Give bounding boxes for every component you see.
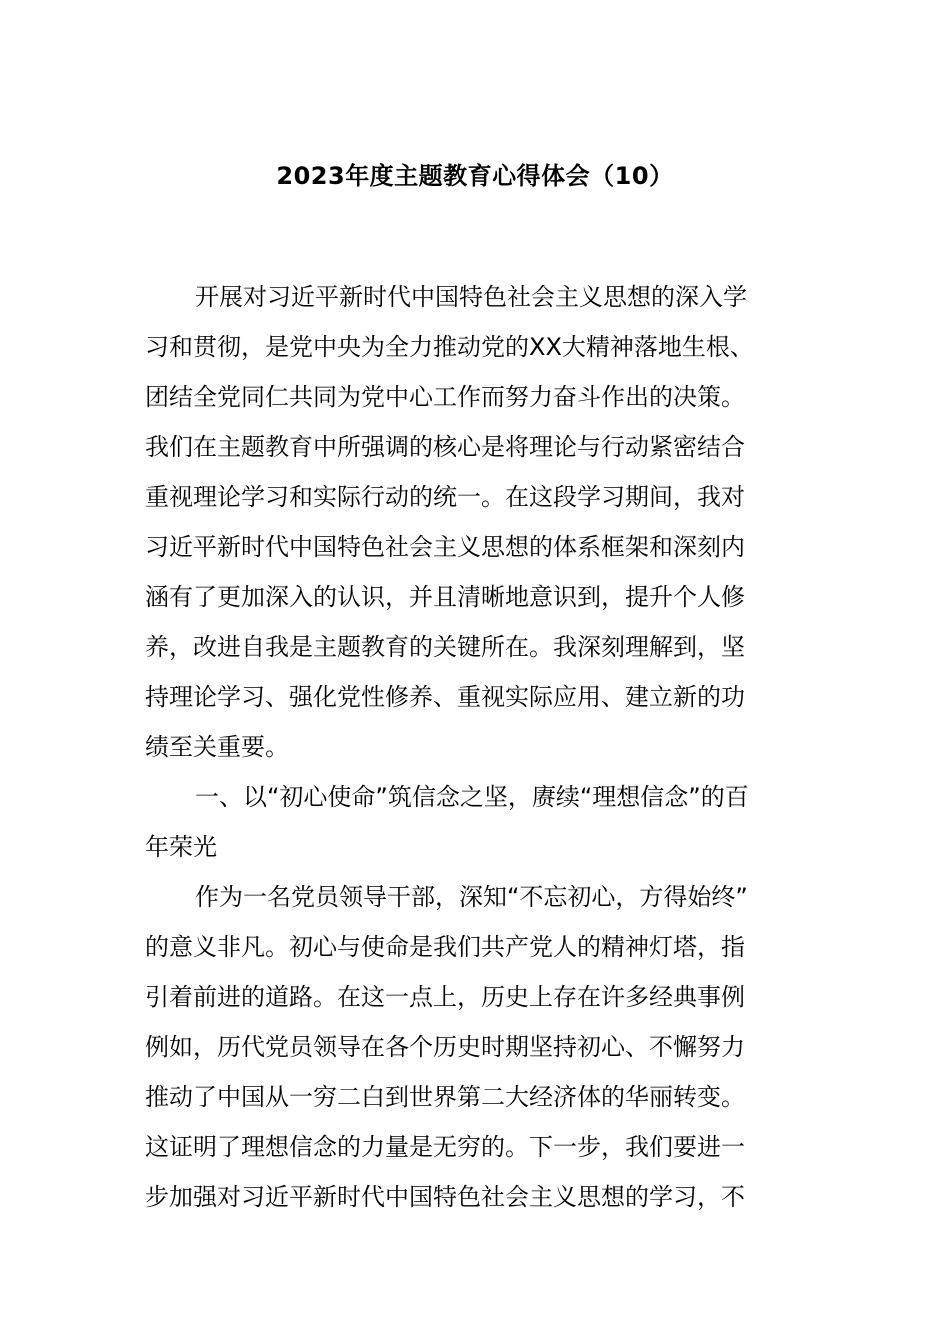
section-heading-line: 年荣光 xyxy=(145,833,217,861)
text-line: 涵有了更加深入的认识，并且清晰地意识到，提升个人修 xyxy=(145,583,745,611)
text-line: 作为一名党员领导干部，深知“不忘初心，方得始终” xyxy=(195,883,748,911)
text-line: 例如，历代党员领导在各个历史时期坚持初心、不懈努力 xyxy=(145,1033,745,1061)
text-line: 步加强对习近平新时代中国特色社会主义思想的学习，不 xyxy=(145,1183,745,1211)
text-line: 开展对习近平新时代中国特色社会主义思想的深入学 xyxy=(195,283,747,311)
text-line: 这证明了理想信念的力量是无穷的。下一步，我们要进一 xyxy=(145,1133,745,1161)
text-line: 我们在主题教育中所强调的核心是将理论与行动紧密结合 xyxy=(145,433,745,461)
text-line: 重视理论学习和实际行动的统一。在这段学习期间，我对 xyxy=(145,483,745,511)
text-line: 持理论学习、强化党性修养、重视实际应用、建立新的功 xyxy=(145,683,745,711)
text-line: 推动了中国从一穷二白到世界第二大经济体的华丽转变。 xyxy=(145,1083,745,1111)
text-line: 绩至关重要。 xyxy=(145,733,289,761)
text-line: 习近平新时代中国特色社会主义思想的体系框架和深刻内 xyxy=(145,533,745,561)
text-line: 团结全党同仁共同为党中心工作而努力奋斗作出的决策。 xyxy=(145,383,745,411)
text-line: 引着前进的道路。在这一点上，历史上存在许多经典事例 xyxy=(145,983,745,1011)
text-line: 养，改进自我是主题教育的关键所在。我深刻理解到，坚 xyxy=(145,633,745,661)
text-line: 的意义非凡。初心与使命是我们共产党人的精神灯塔，指 xyxy=(145,933,745,961)
section-heading-line: 一、以“初心使命”筑信念之坚，赓续“理想信念”的百 xyxy=(195,783,749,811)
document-body xyxy=(145,272,805,1222)
text-line: 习和贯彻，是党中央为全力推动党的XX大精神落地生根、 xyxy=(145,333,754,361)
document-title: 2023年度主题教育心得体会（10） xyxy=(276,162,674,190)
